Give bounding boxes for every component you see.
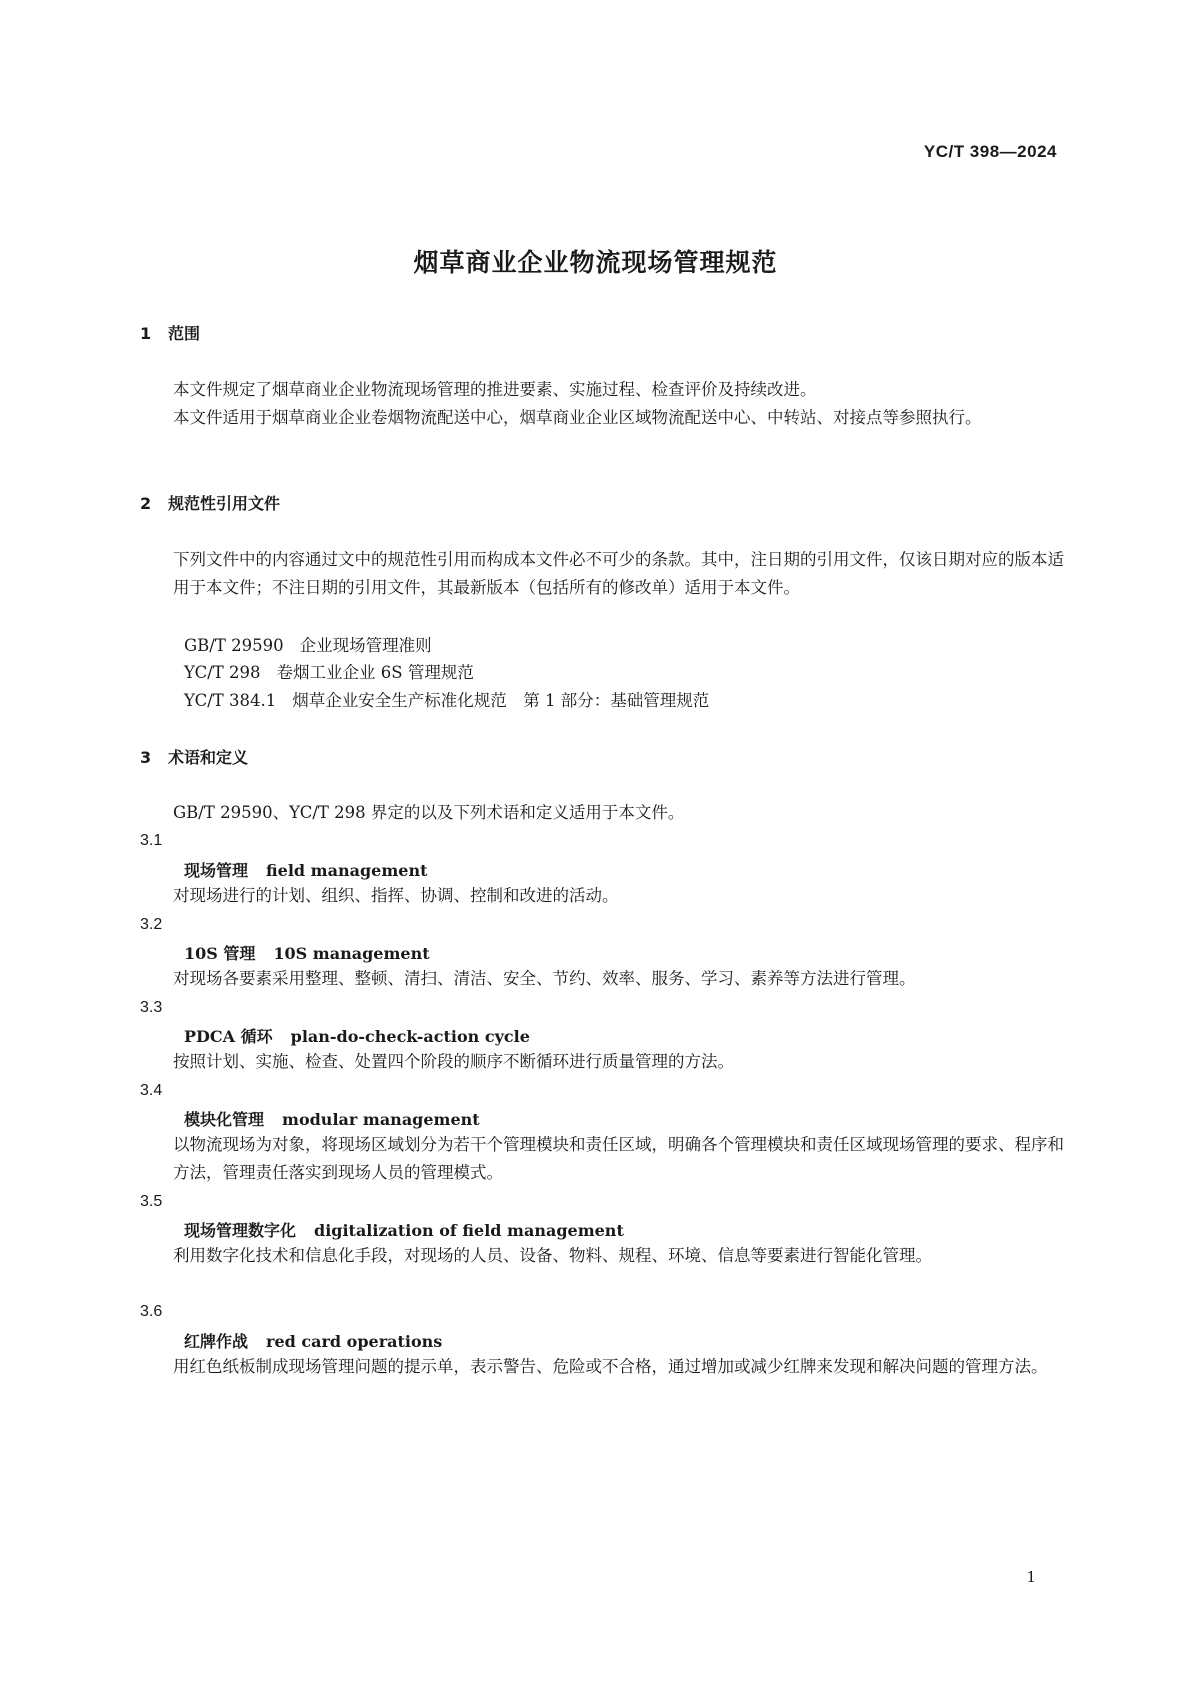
term-definition: 按照计划、实施、检查、处置四个阶段的顺序不断循环进行质量管理的方法。 <box>173 1052 734 1071</box>
term-en: field management <box>266 861 428 880</box>
term-definition: 以物流现场为对象，将现场区域划分为若干个管理模块和责任区域，明确各个管理模块和责任区域现场管理的要求、程序和方法，管理责任落实到现场人员的管理模式。 <box>173 1135 1064 1182</box>
section-title: 规范性引用文件 <box>168 494 281 513</box>
term-heading <box>184 858 427 881</box>
section-heading-3 <box>140 745 248 768</box>
term-heading <box>184 941 430 964</box>
term-zh: 现场管理 <box>184 861 249 880</box>
reference-code: YC/T 298 <box>184 663 261 682</box>
reference-name: 烟草企业安全生产标准化规范 第 1 部分：基础管理规范 <box>292 691 710 710</box>
term-en: modular management <box>282 1110 480 1129</box>
term-definition: 用红色纸板制成现场管理问题的提示单，表示警告、危险或不合格，通过增加或减少红牌来发现和解决问题的管理方法。 <box>173 1357 1048 1376</box>
term-zh: 现场管理数字化 <box>184 1221 297 1240</box>
term-en: 10S management <box>273 944 430 963</box>
term-zh: 红牌作战 <box>184 1332 249 1351</box>
terms-intro: GB/T 29590、YC/T 298 界定的以及下列术语和定义适用于本文件。 <box>173 803 685 822</box>
reference-code: GB/T 29590 <box>184 636 284 655</box>
term-definition: 利用数字化技术和信息化手段，对现场的人员、设备、物料、规程、环境、信息等要素进行智能化管理。 <box>173 1246 932 1265</box>
reference-item <box>184 687 709 711</box>
normative-refs-intro: 下列文件中的内容通过文中的规范性引用而构成本文件必不可少的条款。其中，注日期的引用文件，仅该日期对应的版本适用于本文件；不注日期的引用文件，其最新版本（包括所有的修改单）适用于本文件。 <box>173 550 1064 597</box>
term-number: 3.2 <box>140 916 163 933</box>
term-heading <box>184 1107 480 1130</box>
reference-code: YC/T 384.1 <box>184 691 277 710</box>
term-number: 3.3 <box>140 999 163 1016</box>
term-heading <box>184 1218 624 1241</box>
document-title: 烟草商业企业物流现场管理规范 <box>413 248 778 277</box>
term-number: 3.6 <box>140 1303 163 1320</box>
term-en: plan-do-check-action cycle <box>290 1027 530 1046</box>
reference-item <box>184 659 474 683</box>
term-definition: 对现场进行的计划、组织、指挥、协调、控制和改进的活动。 <box>173 886 619 905</box>
scope-paragraph-2: 本文件适用于烟草商业企业卷烟物流配送中心，烟草商业企业区域物流配送中心、中转站、对接点等参照执行。 <box>173 408 982 427</box>
term-heading <box>184 1024 530 1047</box>
term-en: digitalization of field management <box>314 1221 624 1240</box>
term-zh: 模块化管理 <box>184 1110 265 1129</box>
term-number: 3.1 <box>140 832 163 849</box>
term-zh: 10S 管理 <box>184 944 256 963</box>
term-zh: PDCA 循环 <box>184 1027 273 1046</box>
term-heading <box>184 1329 442 1352</box>
section-number: 1 <box>140 324 152 343</box>
reference-name: 企业现场管理准则 <box>299 636 432 655</box>
scope-paragraph-1: 本文件规定了烟草商业企业物流现场管理的推进要素、实施过程、检查评价及持续改进。 <box>173 380 817 399</box>
section-title: 术语和定义 <box>168 748 249 767</box>
standard-code: YC/T 398—2024 <box>923 142 1057 161</box>
section-heading-1 <box>140 321 200 344</box>
section-heading-2 <box>140 491 280 514</box>
term-number: 3.4 <box>140 1082 163 1099</box>
term-en: red card operations <box>266 1332 443 1351</box>
term-definition: 对现场各要素采用整理、整顿、清扫、清洁、安全、节约、效率、服务、学习、素养等方法进行管理。 <box>173 969 916 988</box>
reference-item <box>184 632 432 656</box>
section-title: 范围 <box>168 324 201 343</box>
term-number: 3.5 <box>140 1193 163 1210</box>
section-number: 3 <box>140 748 152 767</box>
reference-name: 卷烟工业企业 6S 管理规范 <box>276 663 474 682</box>
page-number: 1 <box>1026 1568 1036 1586</box>
section-number: 2 <box>140 494 152 513</box>
